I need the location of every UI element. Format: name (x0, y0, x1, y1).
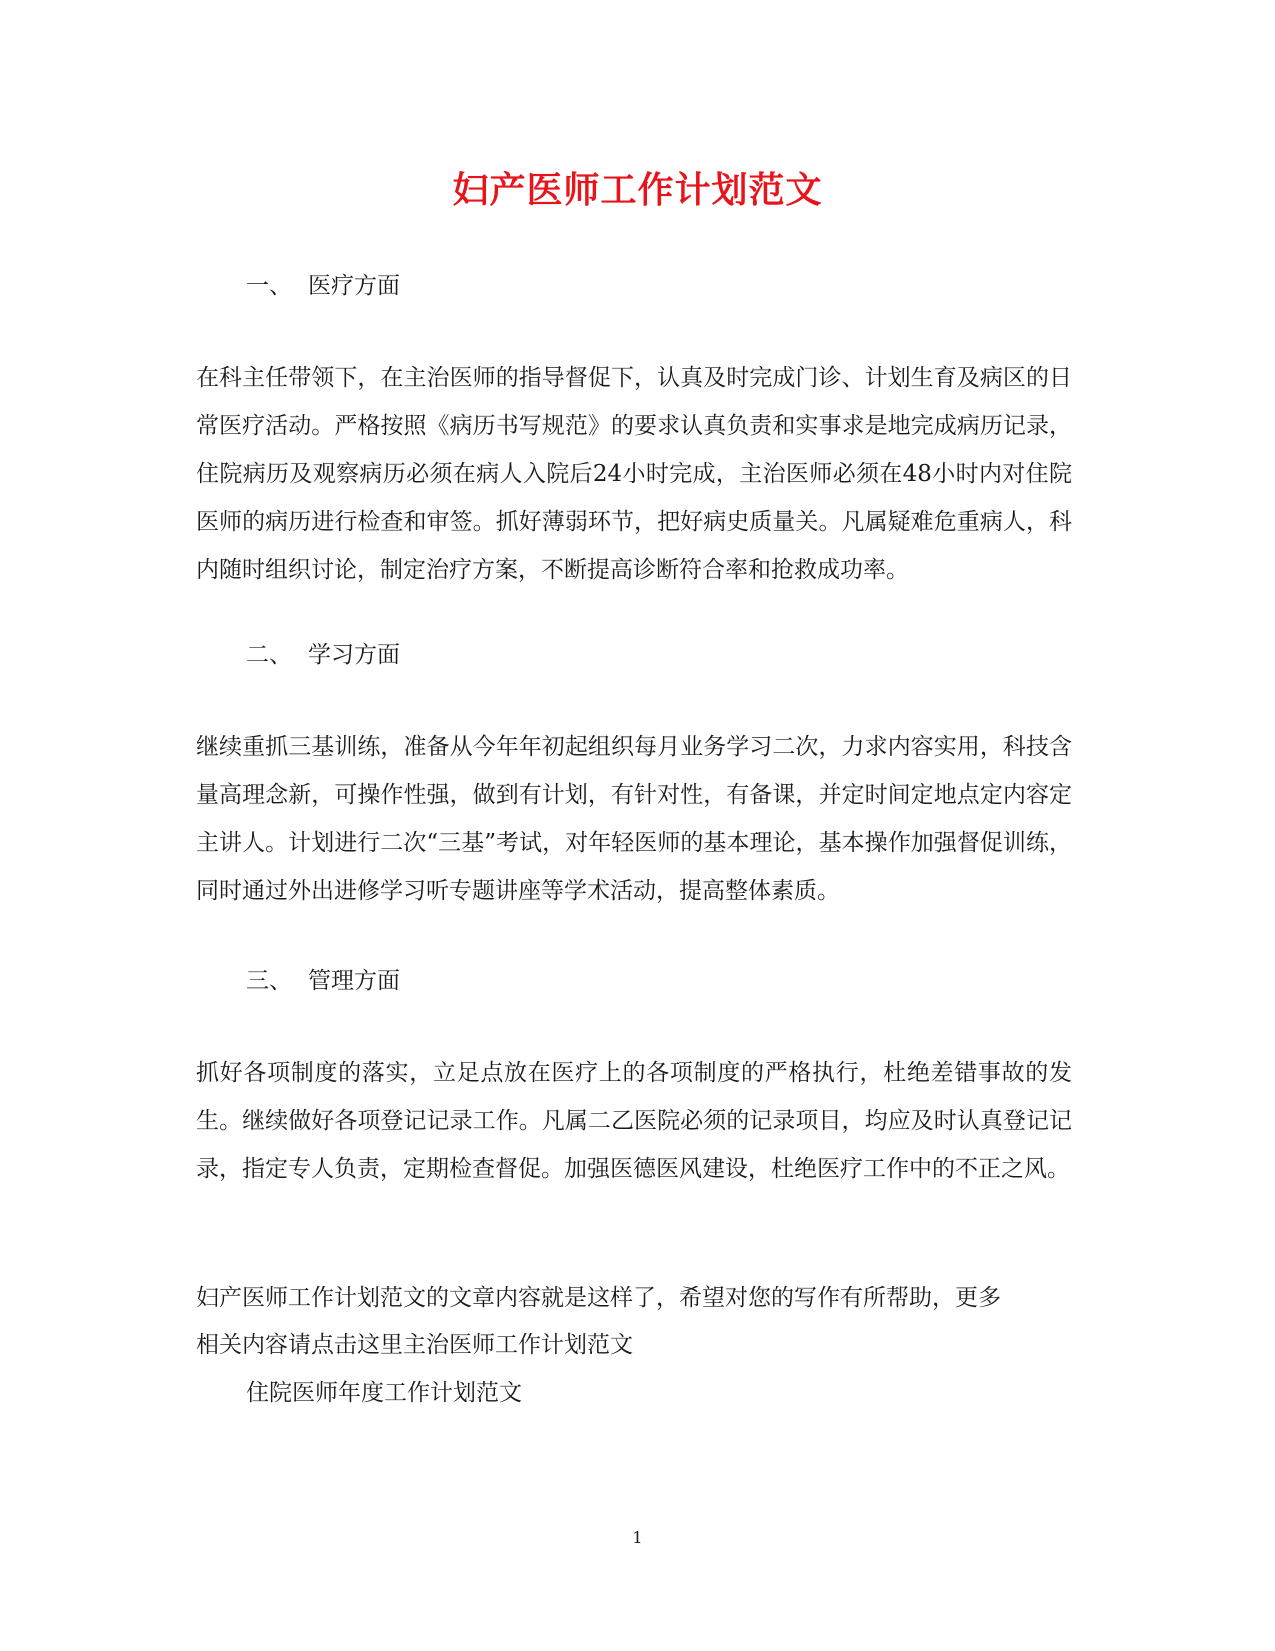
section-number: 二、 (246, 642, 292, 668)
section-heading-text: 管理方面 (308, 968, 400, 994)
section-heading-management (246, 966, 400, 996)
closing-line-1: 妇产医师工作计划范文的文章内容就是这样了，希望对您的写作有所帮助，更多 (196, 1285, 1001, 1311)
closing-link-line[interactable]: 相关内容请点击这里主治医师工作计划范文 (196, 1332, 633, 1358)
section-heading-text: 学习方面 (308, 642, 400, 668)
section-body-management: 抓好各项制度的落实，立足点放在医疗上的各项制度的严格执行，杜绝差错事故的发生。继续做好各项登记记录工作。凡属二乙医院必须的记录项目，均应及时认真登记记录，指定专人负责，定期检查督促。加强医德医风建设，杜绝医疗工作中的不正之风。 (196, 1060, 1072, 1182)
section-number: 三、 (246, 968, 292, 994)
document-title: 妇产医师工作计划范文 (452, 169, 823, 211)
section-heading-medical (246, 271, 400, 301)
related-article-link[interactable]: 住院医师年度工作计划范文 (246, 1380, 522, 1406)
section-heading-study (246, 640, 400, 670)
section-body-medical: 在科主任带领下，在主治医师的指导督促下，认真及时完成门诊、计划生育及病区的日常医疗活动。严格按照《病历书写规范》的要求认真负责和实事求是地完成病历记录，住院病历及观察病历必须在病人入院后24小时完成，主治医师必须在48小时内对住院医师的病历进行检查和审签。抓好薄弱环节，把好病史质量关。凡属疑难危重病人，科内随时组织讨论，制定治疗方案，不断提高诊断符合率和抢救成功率。 (196, 365, 1072, 583)
section-heading-text: 医疗方面 (308, 273, 400, 299)
page-number: 1 (632, 1528, 643, 1547)
section-number: 一、 (246, 273, 292, 299)
section-body-study: 继续重抓三基训练，准备从今年年初起组织每月业务学习二次，力求内容实用，科技含量高理念新，可操作性强，做到有计划，有针对性，有备课，并定时间定地点定内容定主讲人。计划进行二次“三基”考试，对年轻医师的基本理论，基本操作加强督促训练，同时通过外出进修学习听专题讲座等学术活动，提高整体素质。 (196, 734, 1072, 904)
